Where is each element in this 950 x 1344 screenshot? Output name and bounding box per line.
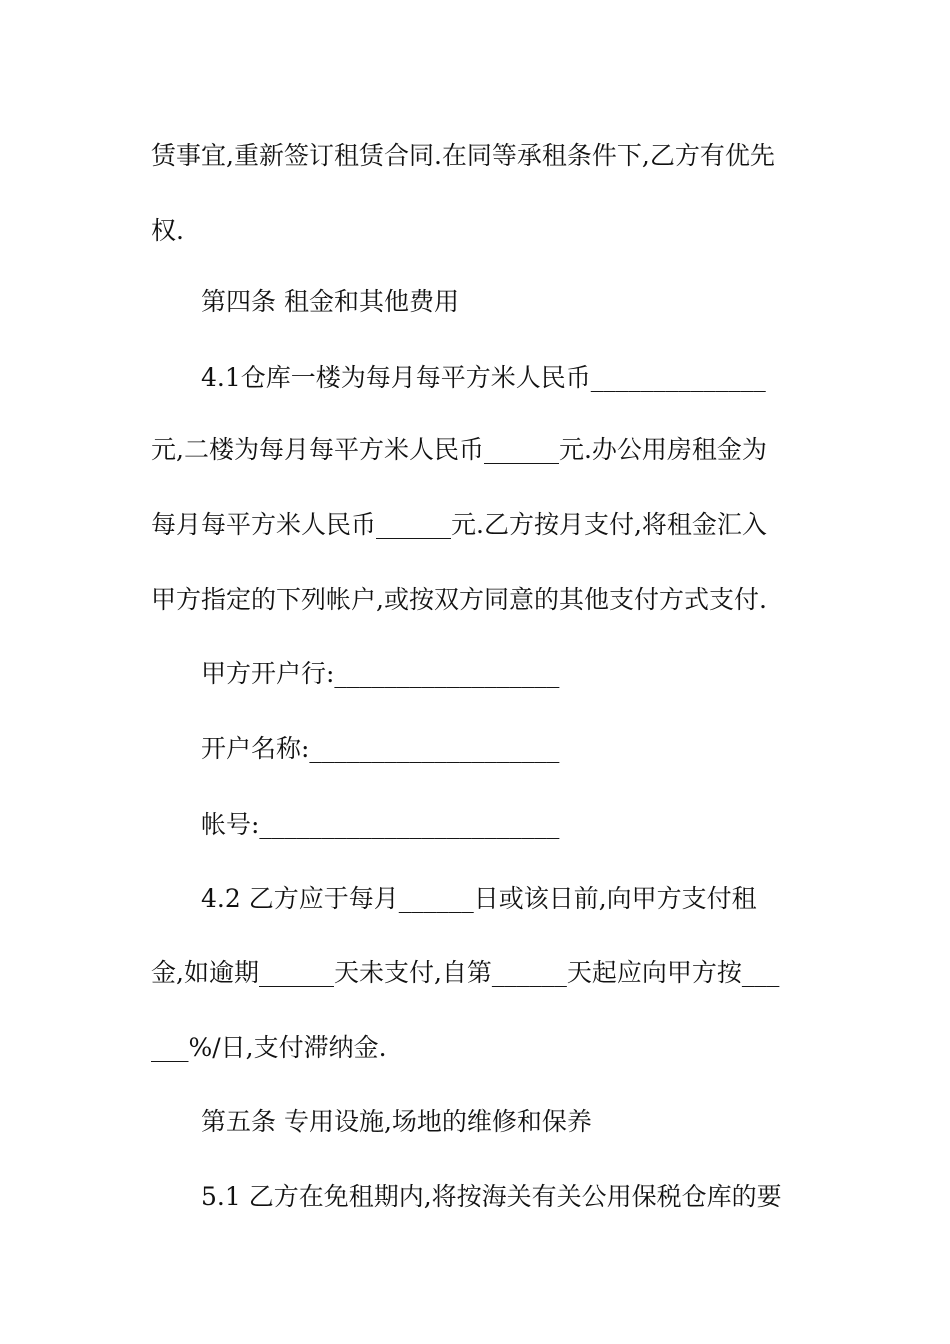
paragraph-line: 赁事宜,重新签订租赁合同.在同等承租条件下,乙方有优先 [151, 141, 775, 170]
paragraph-line: 金,如逾期______天未支付,自第______天起应向甲方按___ [151, 958, 780, 987]
paragraph-line: 5.1 乙方在免租期内,将按海关有关公用保税仓库的要 [201, 1182, 782, 1211]
paragraph-line: 4.1仓库一楼为每月每平方米人民币______________ [201, 363, 766, 392]
account-name-field: 开户名称:____________________ [201, 734, 560, 763]
account-number-field: 帐号:________________________ [201, 810, 560, 839]
paragraph-line: 甲方指定的下列帐户,或按双方同意的其他支付方式支付. [151, 585, 767, 614]
paragraph-line: 权. [151, 216, 184, 245]
paragraph-line: 每月每平方米人民币______元.乙方按月支付,将租金汇入 [151, 510, 767, 539]
paragraph-line: 4.2 乙方应于每月______日或该日前,向甲方支付租 [201, 884, 757, 913]
section-heading: 第四条 租金和其他费用 [201, 287, 459, 316]
bank-field: 甲方开户行:__________________ [201, 659, 560, 688]
section-heading: 第五条 专用设施,场地的维修和保养 [201, 1107, 592, 1136]
paragraph-line: 元,二楼为每月每平方米人民币______元.办公用房租金为 [151, 435, 767, 464]
paragraph-line: ___%/日,支付滞纳金. [151, 1033, 387, 1062]
